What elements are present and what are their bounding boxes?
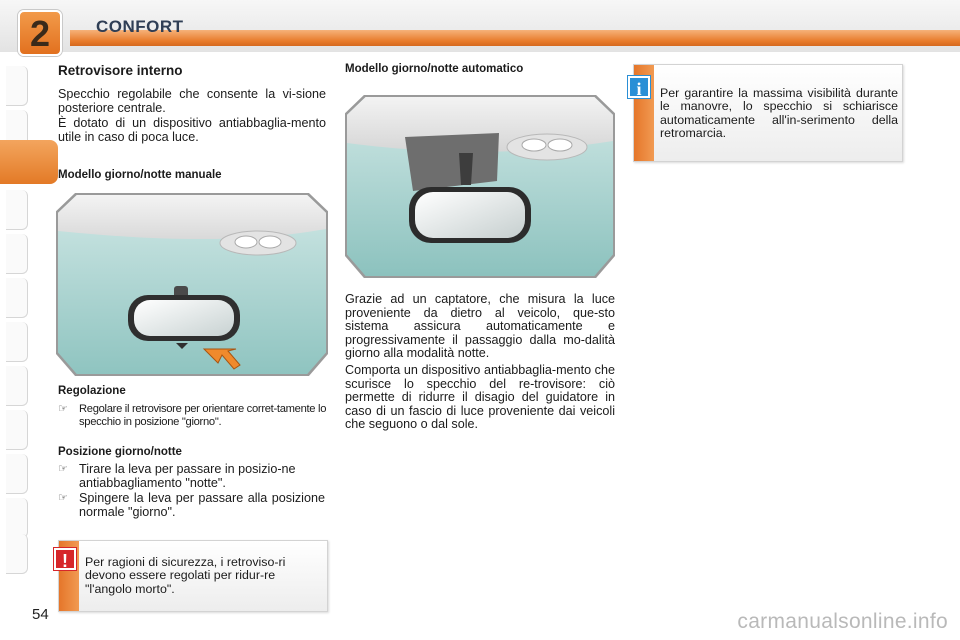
side-tab-4[interactable]: [6, 234, 28, 274]
header-orange-band: [70, 30, 960, 46]
chapter-side-tabs: [0, 62, 32, 574]
side-tab-9[interactable]: [6, 454, 28, 494]
section-title: Retrovisore interno: [58, 63, 183, 78]
manual-mirror-illustration: [58, 195, 326, 374]
auto-model-heading: Modello giorno/notte automatico: [345, 63, 524, 75]
position-bullet-2-text: Spingere la leva per passare alla posizione normale "giorno".: [79, 491, 325, 519]
info-note-text: Per garantire la massima visibilità durante le manovre, lo specchio si schiarisce automaticamente all'in-serimento della retromarcia.: [660, 86, 898, 141]
adjust-bullet-text: Regolare il retrovisore per orientare corret-tamente lo specchio in posizione "giorno".: [79, 403, 327, 428]
position-bullet-1-text: Tirare la leva per passare in posizio-ne antiabbagliamento "notte".: [79, 462, 296, 490]
auto-paragraph-1: Grazie ad un captatore, che misura la luce proveniente da dietro al veicolo, que-sto sistema assicura automaticamente e progressivamente il passaggio dalla mo-dalità giorno alla modalità notte.: [345, 292, 615, 360]
side-tab-5[interactable]: [6, 278, 28, 318]
intro-paragraph-2: È dotato di un dispositivo antiabbaglia-mento utile in caso di poca luce.: [58, 116, 326, 144]
manual-mirror-photo: [56, 193, 328, 376]
manual-mirror-photo-content: [58, 195, 326, 374]
pointer-icon: ☞: [58, 463, 68, 475]
side-tab-11[interactable]: [6, 534, 28, 574]
auto-paragraph-2: Comporta un dispositivo antiabbaglia-mento che scurisce lo specchio del re-trovisore: ciò permette di ridurre il disagio del guidatore in caso di un fascio di luce proveniente dai veicoli che seguono o dal sole.: [345, 363, 615, 431]
info-icon: i: [628, 76, 650, 98]
manual-model-heading: Modello giorno/notte manuale: [58, 169, 222, 181]
adjust-bullet: [58, 403, 330, 431]
intro-paragraph-1: Specchio regolabile che consente la vi-sione posteriore centrale.: [58, 87, 326, 115]
pointer-icon: ☞: [58, 403, 68, 415]
warning-note-text: Per ragioni di sicurezza, i retroviso-ri devono essere regolati per ridur-re "l'angolo morto".: [85, 555, 286, 596]
pointer-icon: ☞: [58, 492, 68, 504]
side-tab-6[interactable]: [6, 322, 28, 362]
info-note: [633, 64, 903, 162]
side-tab-7[interactable]: [6, 366, 28, 406]
auto-mirror-photo: [345, 95, 615, 278]
side-tab-1[interactable]: [6, 66, 28, 106]
chapter-title: CONFORT: [96, 17, 184, 36]
position-heading: Posizione giorno/notte: [58, 446, 182, 458]
chapter-badge: [18, 10, 62, 56]
side-tab-active[interactable]: [0, 140, 58, 184]
watermark: carmanualsonline.info: [737, 610, 948, 633]
page-number: 54: [32, 606, 49, 623]
warning-note: [58, 540, 328, 612]
adjust-heading: Regolazione: [58, 385, 126, 397]
side-tab-3[interactable]: [6, 190, 28, 230]
position-bullet-2: [58, 492, 326, 520]
auto-mirror-photo-content: [347, 97, 613, 276]
side-tab-10[interactable]: [6, 498, 28, 538]
chapter-number: 2: [29, 13, 51, 54]
side-tab-8[interactable]: [6, 410, 28, 450]
exclamation-icon: !: [54, 548, 76, 570]
auto-mirror-illustration: [347, 97, 613, 276]
position-bullet-1: [58, 463, 326, 491]
